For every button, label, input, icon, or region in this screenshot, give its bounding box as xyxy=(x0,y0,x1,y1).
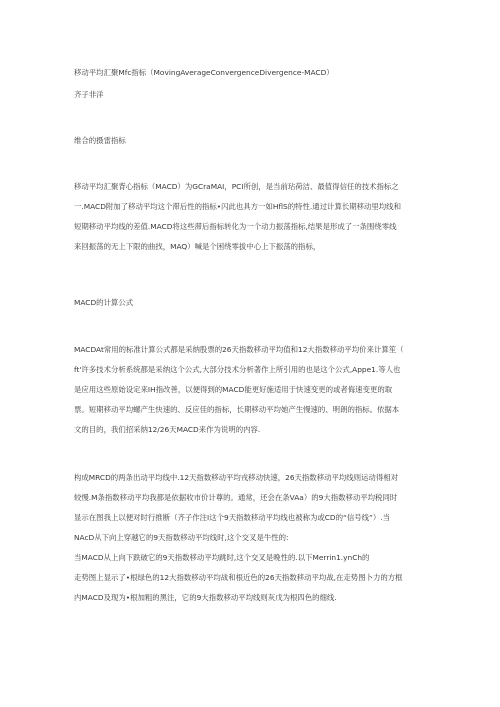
paragraph-3-line: 走势图上显示了•根绿色的12大指数移动平均战和根近色的26天指数移动平均战,在走势图卜力的方框 xyxy=(74,573,403,582)
paragraph-2-line: 票。短期移动平均螺产生快速的、反应佳的指标，长期移动平均她产生慢速的、明朗的指标。依据本 xyxy=(74,405,400,414)
paragraph-3-line: 显示在图我上以便对时行推断（齐子作注I这个9天指数移动平均线也被称为或CD的“信号线”）.当 xyxy=(74,513,390,522)
paragraph-3-line: NAcD从下向上穿越它的9天指数移动平均线时,这个交叉是牛性的: xyxy=(74,533,289,542)
section-heading-1: 维合的摄雷指标 xyxy=(74,136,126,145)
paragraph-1-line: 移动平均汇聚背心指标（MACD）为GCraMAI，PCI所创，是当前玷荷洁、最值得信任的技术指标之 xyxy=(74,182,399,191)
paragraph-2-line: ft'许多技术分析系统都是采纳这个公式,大部分技术分析著作上所引用的也是这个公式,Appe1.等人也 xyxy=(74,365,401,374)
paragraph-1-line: 短期移动平均线的差值.MACD将这些滞后指标转化为一个动力振荡指标,结果是形成了一条围绕零线 xyxy=(74,222,397,231)
document-author: 齐子非洋 xyxy=(74,90,104,99)
paragraph-2-line: 文的目的，我们招采纳12/26天MACD来作为说明的内容. xyxy=(74,425,261,434)
paragraph-3-line: 内MACD及现为•根加粗的黑注，它的9大指数移动平均线则灰戊为根四色的细线. xyxy=(74,593,337,602)
paragraph-3-line: 当MACD从上向下跌破它的9天指数移动平均跳时,这个交叉是晚性的.以下Merrin1.ynCh的 xyxy=(74,553,370,562)
paragraph-1-line: 一.MACD附加了移动平均这个滞后性的指标•闪此也具方一如HflS的特性.通过计算长期移动里均线和 xyxy=(74,202,401,211)
paragraph-3-line: 较慢.M条指数移动平均我都是依据收市价计尊的。通常，还会在条VAa）的9大指数移动平均税同时 xyxy=(74,493,398,502)
document-title: 移动平均汇聚Mfc指标（MovingAverageConvergenceDivergence-MACD） xyxy=(74,68,334,77)
paragraph-1-line: 来回振荡的无上下限的曲找，MAQ）喊是个困绕零拔中心上下振荡的指标， xyxy=(74,242,321,251)
paragraph-3-line: 构成MRCD的两条出动平均线中.12天指数移动平均戎移动快速，26天指数移动平均线则运动得相对 xyxy=(74,473,399,482)
paragraph-2-line: MACDAt常用的标准计算公式都是采纳股票的26天指数移动平均值和12大指数移动平均价来计算笙（ xyxy=(74,345,404,354)
paragraph-2-line: 是应用这些原始设定来IH指改善，以便得到的MACD能更好施适用于快速变更的或者侮速变更的取 xyxy=(74,385,393,394)
section-heading-2: MACD的计算公式 xyxy=(74,298,134,307)
